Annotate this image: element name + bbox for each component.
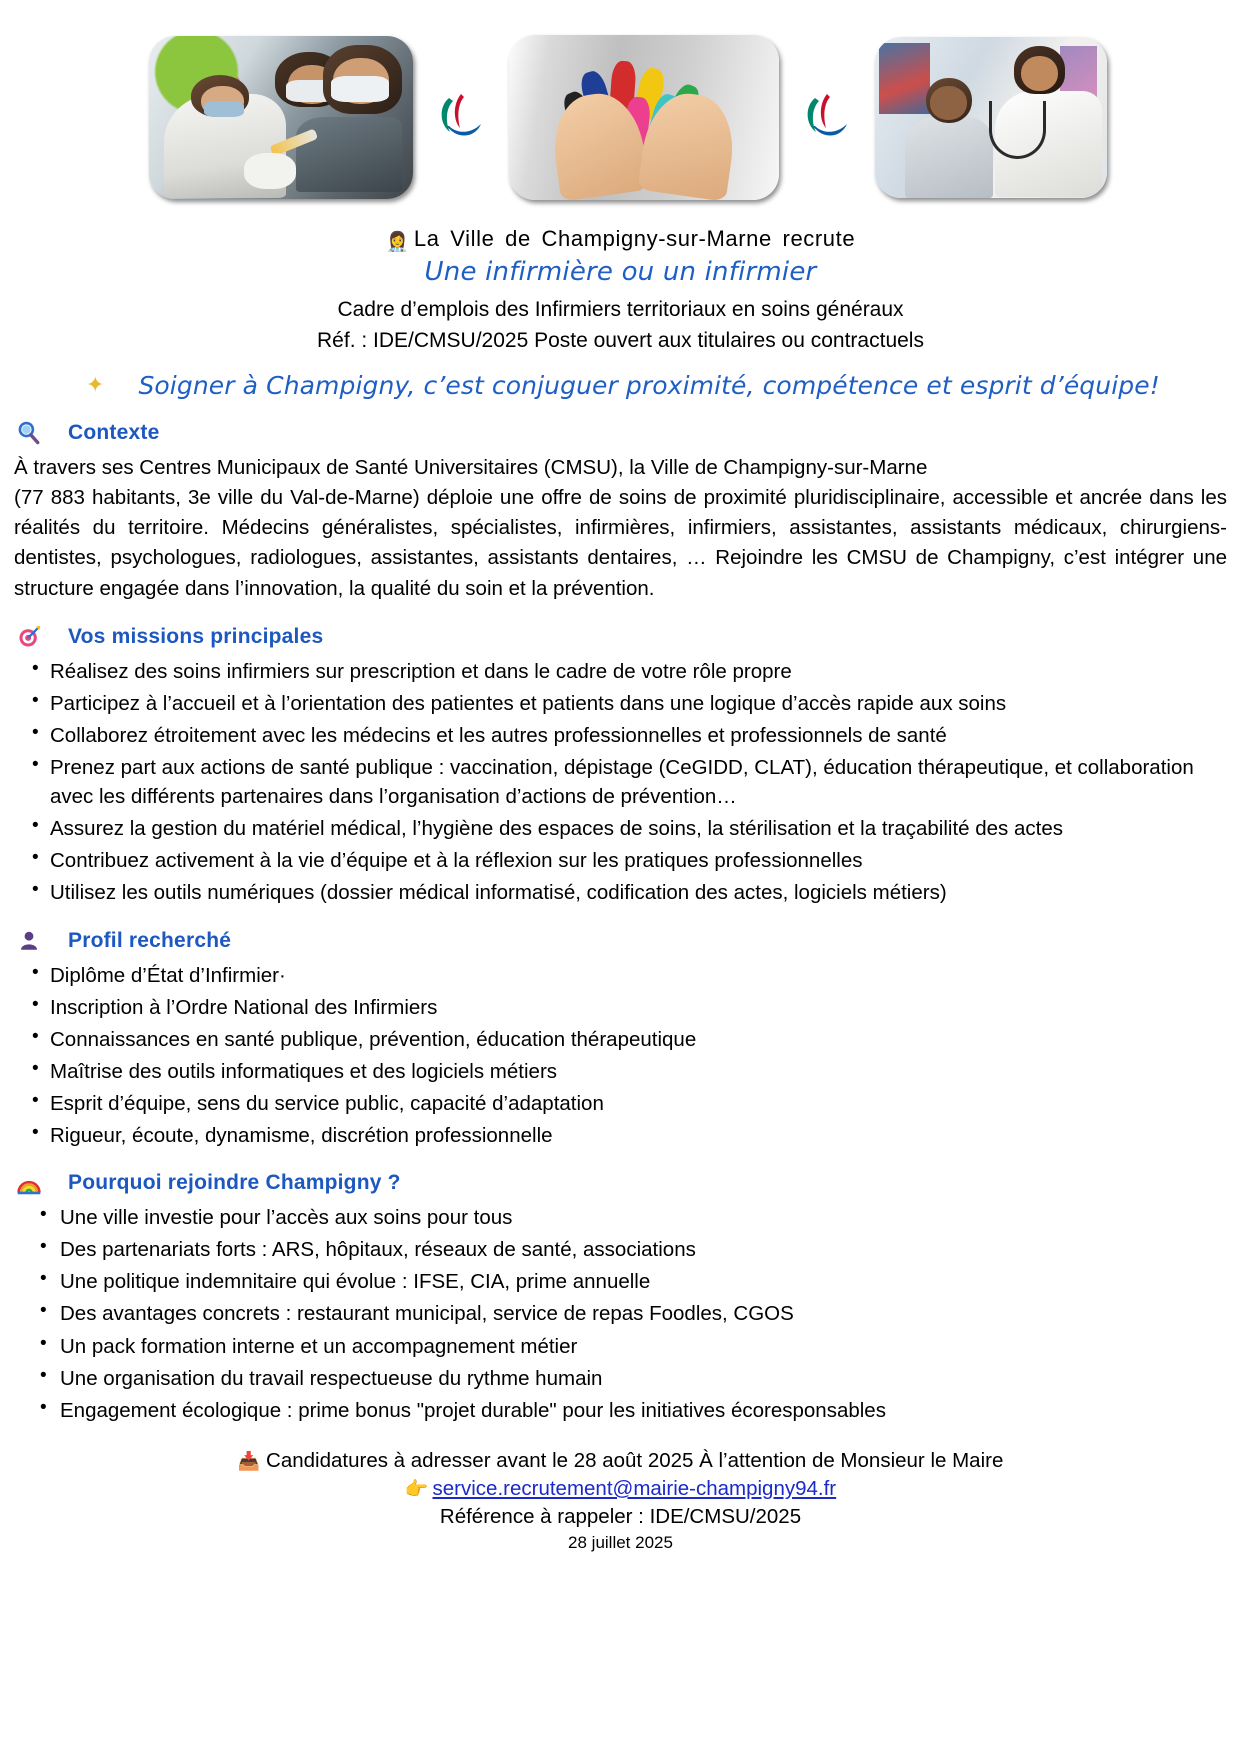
list-item: • Réalisez des soins infirmiers sur prescription et dans le cadre de votre rôle propre [14,657,1227,686]
section-missions [14,622,1227,908]
title-block [14,226,1227,353]
contexte-line-2: (77 883 habitants, 3e ville du Val-de-Marne) déploie une offre de soins de proximité pluridisciplinaire, accessible et ancrée dans les réalités du territoire. Médecins généralistes, spécialistes, infirmières, infirmiers, assistantes, assistants médicaux, chirurgiens-dentistes, psychologues, radiologues, assistantes, assistants dentaires, … Rejoindre les CMSU de Champigny, c’est intégrer une structure engagée dans l’innovation, la qualité du soin et la prévention. [14,486,1227,600]
section-pourquoi [14,1168,1227,1425]
recruiter-line [14,226,1227,253]
list-item: • Une ville investie pour l’accès aux soins pour tous [14,1203,1227,1232]
pointing-right-icon: 👉 [404,1477,429,1500]
list-item: • Rigueur, écoute, dynamisme, discrétion professionnelle [14,1121,1227,1150]
health-worker-icon: 👩‍⚕️ [385,231,410,253]
contexte-line-1: À travers ses Centres Municipaux de Santé Universitaires (CMSU), la Ville de Champigny-sur-Marne [14,456,928,479]
footer-reference-line: Référence à rappeler : IDE/CMSU/2025 [439,1504,802,1528]
section-profil-head [14,926,1227,956]
list-item: • Collaborez étroitement avec les médecins et les autres professionnelles et professionnels de santé [14,721,1227,750]
deadline-line [14,1449,1227,1473]
person-bust-icon [14,926,44,956]
pourquoi-list [14,1203,1227,1425]
child-checkup-photo [875,37,1107,198]
section-contexte [14,418,1227,604]
list-item: • Esprit d’équipe, sens du service public, capacité d’adaptation [14,1089,1227,1118]
recruitment-email-link[interactable]: service.recrutement@mairie-champigny94.fr [432,1476,837,1500]
list-item: • Des partenariats forts : ARS, hôpitaux, réseaux de santé, associations [14,1235,1227,1264]
ribbons-photo [509,35,779,200]
champigny-logo-icon-2 [799,86,855,148]
inbox-tray-icon: 📥 [237,1450,261,1472]
list-item: • Prenez part aux actions de santé publique : vaccination, dépistage (CeGIDD, CLAT), éducation thérapeutique, et collaboration avec les différents partenaires dans l’organisation d’actions de prévention… [14,753,1227,811]
rainbow-icon [14,1168,44,1198]
list-item: • Une organisation du travail respectueuse du rythme humain [14,1364,1227,1393]
section-missions-title: Vos missions principales [68,624,324,648]
list-item: • Inscription à l’Ordre National des Infirmiers [14,993,1227,1022]
list-item: • Diplôme d’État d’Infirmier· [14,961,1227,990]
header-image-strip [14,0,1227,212]
grade-line: Cadre d’emplois des Infirmiers territoriaux en soins généraux [337,298,904,321]
section-missions-head [14,622,1227,652]
tagline-row [14,371,1227,400]
list-item: • Une politique indemnitaire qui évolue : IFSE, CIA, prime annuelle [14,1267,1227,1296]
list-item: • Connaissances en santé publique, prévention, éducation thérapeutique [14,1025,1227,1054]
profil-list [14,961,1227,1151]
list-item: • Participez à l’accueil et à l’orientation des patientes et patients dans une logique d’accès rapide aux soins [14,689,1227,718]
list-item: • Un pack formation interne et un accompagnement métier [14,1332,1227,1361]
tagline-text: Soigner à Champigny, c’est conjuguer proximité, compétence et esprit d’équipe! [138,371,1160,400]
reference-line: Réf. : IDE/CMSU/2025 Poste ouvert aux titulaires ou contractuels [317,329,924,352]
champigny-logo-icon [433,86,489,148]
section-profil-title: Profil recherché [68,928,232,952]
list-item: • Contribuez activement à la vie d’équipe et à la réflexion sur les pratiques professionnelles [14,846,1227,875]
deadline-text: Candidatures à adresser avant le 28 août 2025 À l’attention de Monsieur le Maire [266,1448,1004,1472]
section-pourquoi-head [14,1168,1227,1198]
list-item: • Utilisez les outils numériques (dossier médical informatisé, codification des actes, logiciels métiers) [14,878,1227,907]
page-title: Une infirmière ou un infirmier [424,257,817,287]
vaccination-photo [149,36,413,199]
dart-target-icon [14,622,44,652]
footer-block [14,1449,1227,1553]
section-contexte-title: Contexte [68,421,160,444]
magnifying-glass-icon [14,418,44,448]
missions-list [14,657,1227,908]
email-row [14,1477,1227,1501]
section-profil [14,926,1227,1151]
list-item: • Assurez la gestion du matériel médical, l’hygiène des espaces de soins, la stérilisation et la traçabilité des actes [14,814,1227,843]
recruiter-text: La Ville de Champigny-sur-Marne recrute [413,226,856,251]
list-item: • Maîtrise des outils informatiques et des logiciels métiers [14,1057,1227,1086]
list-item: • Des avantages concrets : restaurant municipal, service de repas Foodles, CGOS [14,1299,1227,1328]
section-pourquoi-title: Pourquoi rejoindre Champigny ? [68,1171,401,1195]
footer-date: 28 juillet 2025 [568,1532,673,1552]
section-contexte-head [14,418,1227,448]
sparkles-icon: ✦ [86,373,105,398]
list-item: • Engagement écologique : prime bonus "projet durable" pour les initiatives écoresponsables [14,1396,1227,1425]
